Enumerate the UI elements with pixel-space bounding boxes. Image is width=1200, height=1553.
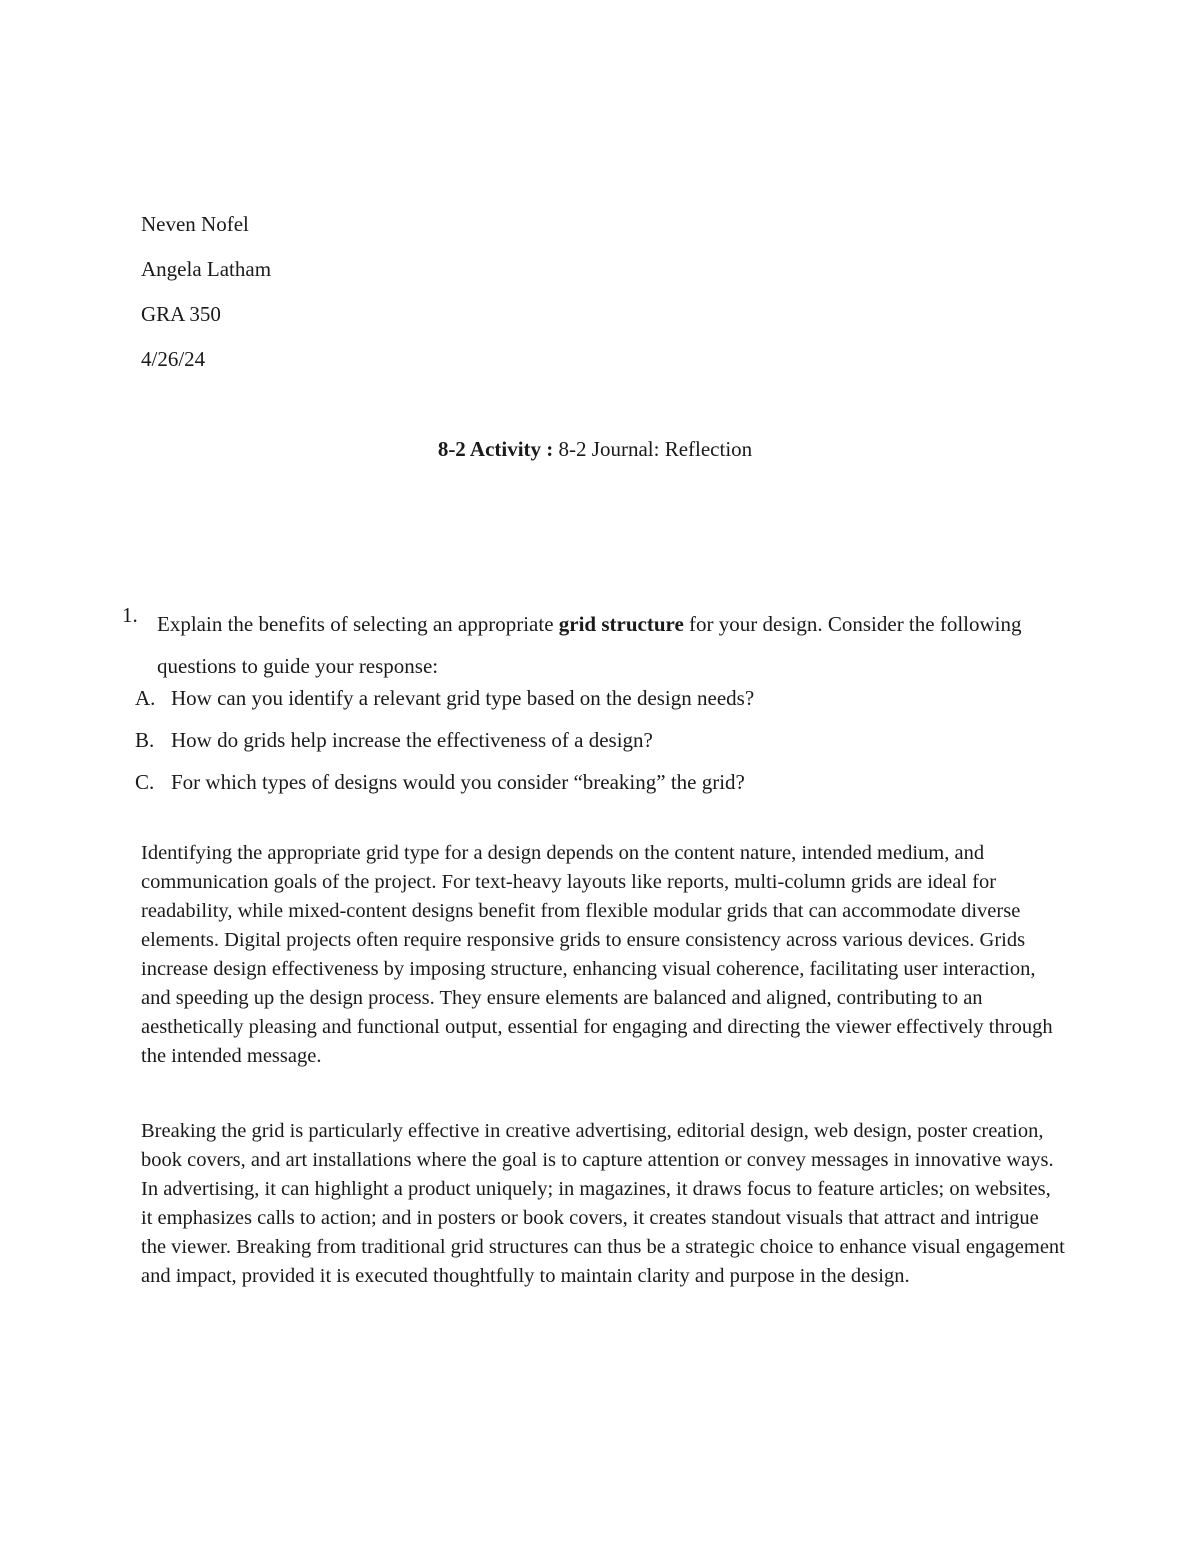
date: 4/26/24 — [141, 347, 206, 371]
question-text-after: for your design. Consider the following questions to guide your response: — [157, 612, 1022, 678]
subquestion-text: How do grids help increase the effectiveness of a design? — [171, 728, 653, 752]
subquestion-letter: B. — [135, 728, 155, 752]
answer-paragraph-1: Identifying the appropriate grid type for a design depends on the content nature, intended medium, and communication goals of the project. For text-heavy layouts like reports, multi-column grids are ideal for readability, while mixed-content designs benefit from flexible modular grids that can accommodate diverse elements. Digital projects often require responsive grids to ensure consistency across various devices. Grids increase design effectiveness by imposing structure, enhancing visual coherence, facilitating user interaction, and speeding up the design process. They ensure elements are balanced and aligned, contributing to an aesthetically pleasing and functional output, essential for engaging and directing the viewer effectively through the intended message. — [141, 842, 1053, 1067]
course-code: GRA 350 — [141, 302, 221, 326]
instructor-name: Angela Latham — [141, 257, 272, 281]
title-bold: 8-2 Activity : — [437, 437, 554, 461]
question-text — [157, 603, 1057, 687]
subquestion-letter: A. — [135, 686, 156, 710]
subquestion-text: For which types of designs would you consider “breaking” the grid? — [171, 770, 745, 794]
answer-paragraph-2: Breaking the grid is particularly effective in creative advertising, editorial design, web design, poster creation, book covers, and art installations where the goal is to capture attention or convey messages in innovative ways. In advertising, it can highlight a product uniquely; in magazines, it draws focus to feature articles; on websites, it emphasizes calls to action; and in posters or book covers, it creates standout visuals that attract and intrigue the viewer. Breaking from traditional grid structures can thus be a strategic choice to enhance visual engagement and impact, provided it is executed thoughtfully to maintain clarity and purpose in the design. — [141, 1120, 1065, 1287]
subquestion-letter: C. — [135, 770, 155, 794]
question-bold: grid structure — [558, 612, 684, 636]
title-rest: 8-2 Journal: Reflection — [553, 437, 753, 461]
subquestion-text: How can you identify a relevant grid type based on the design needs? — [171, 686, 755, 710]
page-title — [0, 437, 1190, 461]
student-name: Neven Nofel — [141, 212, 249, 236]
question-number: 1. — [122, 603, 138, 627]
question-text-before: Explain the benefits of selecting an appropriate — [157, 612, 559, 636]
